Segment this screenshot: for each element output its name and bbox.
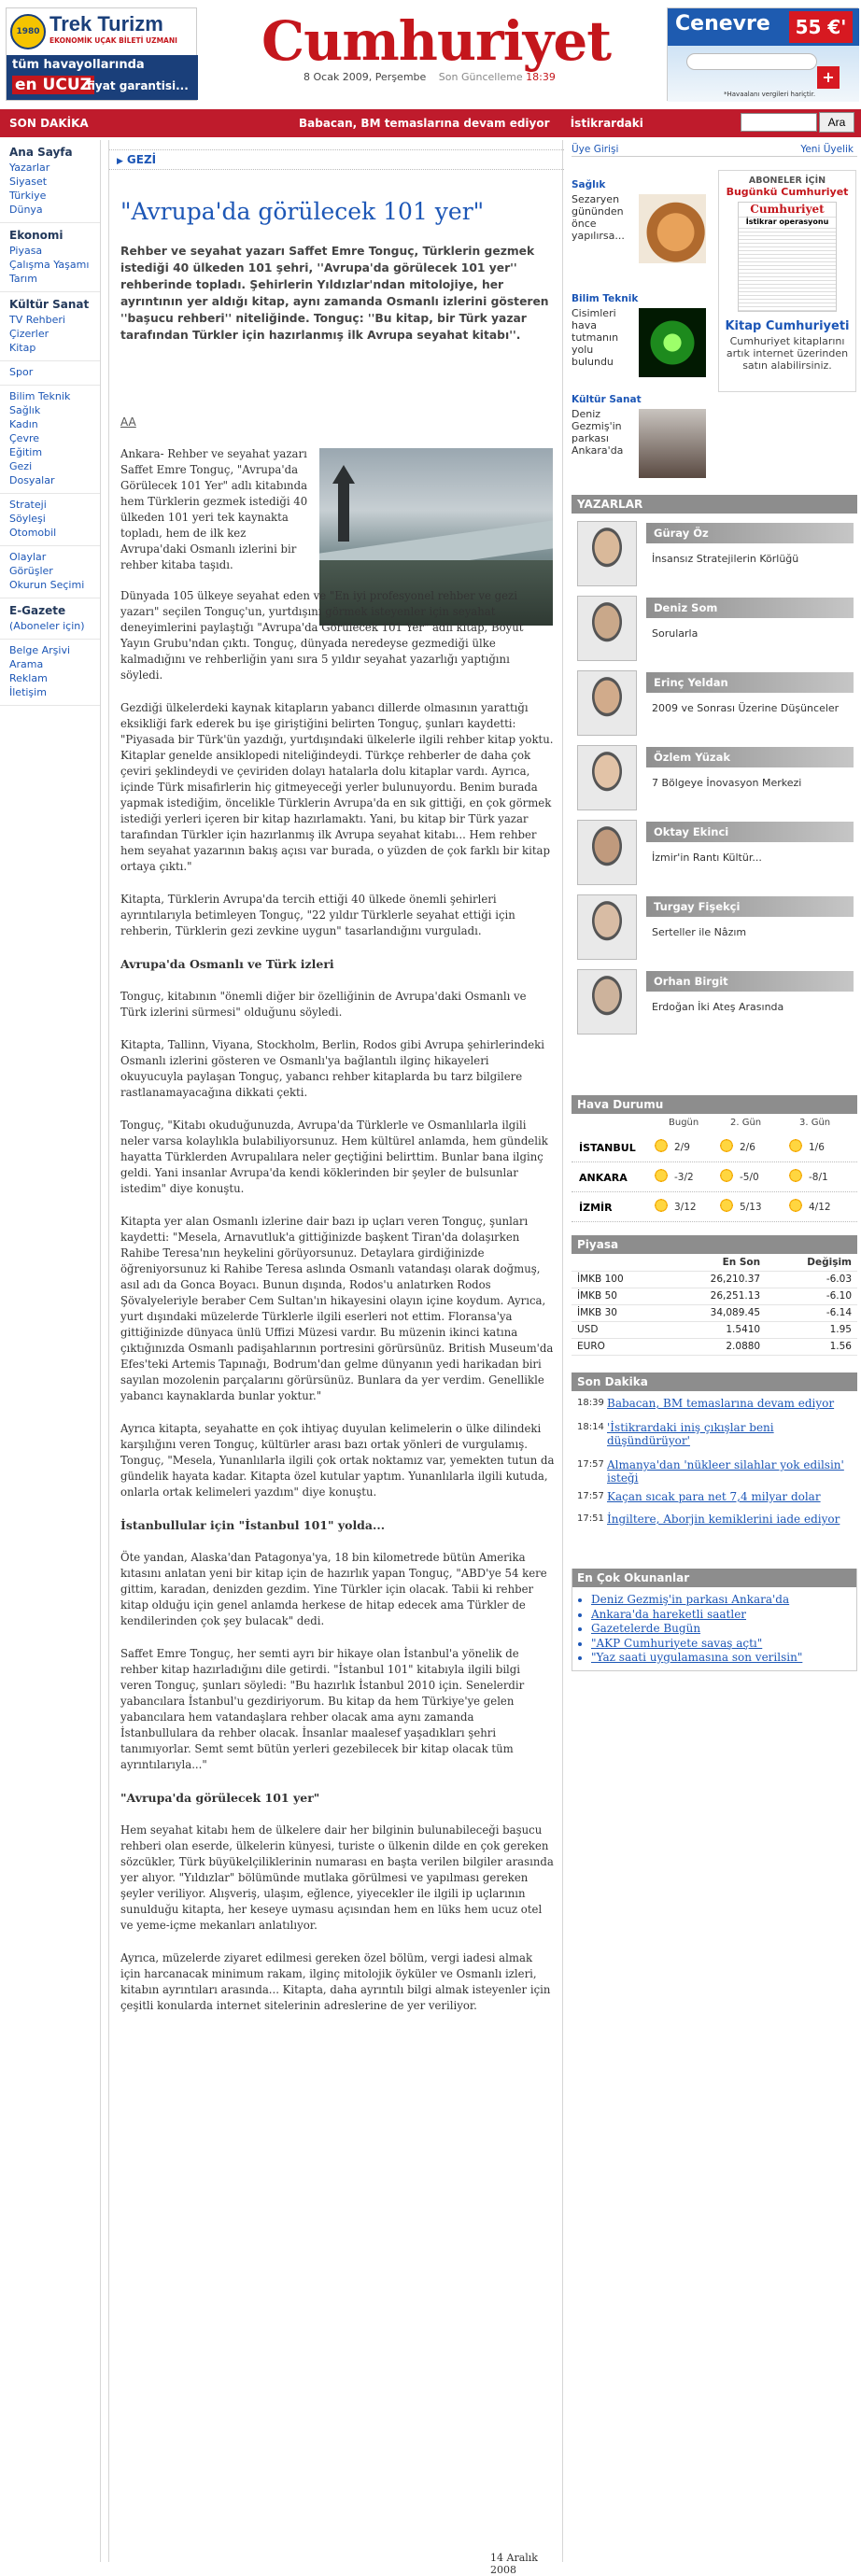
nav-link[interactable]: Otomobil [9, 527, 57, 539]
e-paper-box[interactable] [718, 170, 856, 392]
login-link[interactable]: Üye Girişi [572, 144, 619, 155]
nav-link[interactable]: Belge Arşivi [9, 644, 71, 656]
columnist-name[interactable]: Turgay Fişekçi [646, 896, 854, 917]
sun-cloud-icon [719, 1168, 734, 1183]
current-date: 8 Ocak 2009, Perşembe [303, 71, 427, 83]
ad-note: *Havaalanı vergileri hariçtir. [724, 91, 816, 98]
breaking-time: 18:14 [577, 1422, 604, 1432]
nav-link[interactable]: Sağlık [9, 404, 41, 416]
most-read-box [572, 1569, 857, 1671]
article-paragraph: Kitapta, Tallinn, Viyana, Stockholm, Berlin, Rodos gibi Avrupa şehirlerindeki Osmanlı izlerini gösteren ve Osmanlı'ya bağlantılı ilginç hikayeleri okuyucuyla paylaşan Tonguç, yabancı rehber kitaplarda bu tarz bilgilere rastlanamayacağına dikkati çekti. [120, 1038, 545, 1099]
newspaper-thumbnail[interactable]: Cumhuriyet İstikrar operasyonu [738, 202, 837, 312]
columnist-item[interactable] [572, 592, 857, 667]
mini-news-text[interactable]: Deniz Gezmiş'in parkası Ankara'da [572, 408, 624, 457]
nav-link[interactable]: Dosyalar [9, 474, 55, 486]
columnist-photo[interactable] [577, 670, 637, 736]
nav-link[interactable]: TV Rehberi [9, 314, 65, 326]
weather-city: ANKARA [579, 1172, 628, 1184]
ad-right-brand: Cenevre [675, 12, 770, 35]
nav-link[interactable]: Gezi [9, 460, 33, 472]
nav-section [0, 494, 100, 546]
search-input[interactable] [741, 113, 817, 132]
nav-section-title[interactable]: Ana Sayfa [9, 146, 73, 159]
col-change: Değişim [766, 1254, 857, 1271]
nav-link[interactable]: Tarım [9, 273, 37, 285]
columnist-item[interactable] [572, 741, 857, 816]
market-widget [572, 1235, 857, 1357]
nav-section [0, 361, 100, 386]
breaking-link[interactable]: 'İstikrardaki iniş çıkışlar beni düşündürüyor' [607, 1421, 774, 1447]
article-subheading: "Avrupa'da görülecek 101 yer" [120, 1791, 320, 1805]
article-paragraph: Ayrıca kitapta, seyahatte en çok ihtiyaç duyulan kelimelerin o ülke dilindeki karşılığını veren Tonguç, kültürler arası bazı ortak yönleri de vurgulamış. Tonguç, "Mesela, Yunanlılarla ilgili çok ortak noktamız var, yemekten tutun da gündelik hayata kadar. Kitapta özel kutular yaptım. Yunanlılarla ilgili kutuda, onlarla ortak kelimeleri yazdım" diye konuştu. [120, 1422, 555, 1499]
columnist-article[interactable]: İnsansız Stratejilerin Körlüğü [652, 553, 799, 565]
sun-cloud-icon [788, 1198, 803, 1213]
date-line [303, 71, 556, 83]
market-change: -6.14 [766, 1304, 857, 1321]
nav-section [0, 292, 100, 361]
sun-cloud-icon [654, 1138, 669, 1153]
e-paper-today-link[interactable]: Bugünkü Cumhuriyet [726, 186, 849, 198]
article-paragraph: Öte yandan, Alaska'dan Patagonya'ya, 18 bin kilometrede bütün Amerika kıtasını anlatan yeni bir kitap için de hazırlık yapan Tonguç, "ABD'ye 54 kere gittim, karadan, denizden gezdim. Yine Türkler için olacak. Tabii ki rehber kitap olduğu için genel anlamda herkese de hitap edecek ama Türkler de kendilerinden çok şey bulacak" dedi. [120, 1551, 547, 1627]
nav-link[interactable]: Söyleşi [9, 513, 46, 525]
mini-news-title[interactable]: Kültür Sanat [572, 394, 642, 405]
market-row [572, 1288, 857, 1304]
most-read-link[interactable]: • Ankara'da hareketli saatler [591, 1608, 802, 1623]
breaking-time: 18:39 [577, 1398, 604, 1408]
most-read-link[interactable]: • "AKP Cumhuriyete savaş açtı" [591, 1637, 802, 1652]
piyasa-header: Piyasa [572, 1235, 857, 1254]
weather-temp: 1/6 [809, 1142, 825, 1153]
columnist-photo[interactable] [577, 745, 637, 810]
weather-widget: Bugün 2. Gün 3. Gün İSTANBUL 2/9 2/6 1/6 ANKARA -3/2 -5/0 -8/1 İZMİR 3/12 5/13 4/12 [572, 1095, 857, 1226]
article-subheading: Avrupa'da Osmanlı ve Türk izleri [120, 957, 334, 971]
article-paragraph: Ankara- Rehber ve seyahat yazarı Saffet Emre Tonguç, "Avrupa'da Görülecek 101 Yer" adlı kitabında hem Türklerin gezmek istediği 40 ülkeden 101 yeri tek kaynakta topladı, hem de ilk kez Avrupa'daki Osmanlı izlerini bir rehber kitaba taşıdı. [120, 447, 308, 571]
mini-news-saglik[interactable] [572, 179, 708, 254]
last-updated: Son Güncelleme 18:39 [438, 71, 556, 83]
weather-temp: 2/9 [674, 1142, 690, 1153]
main-content [108, 140, 563, 2576]
nav-section [0, 640, 100, 706]
breaking-time: 17:57 [577, 1491, 604, 1501]
news-ticker[interactable] [299, 117, 660, 130]
article-paragraph: Kitapta yer alan Osmanlı izlerine dair bazı ip uçları veren Tonguç, şunları kaydetti: "Mesela, Arnavutluk'a gittiğinizde başkent Tiran'da dolaşırken Rahibe Teresa'nın heykelini görüyorsunuz. Detaylara girdiğinizde öğreniyorsunuz ki Rahibe Teresa aslında Osmanlı vatandaşı olarak doğmuş, asıl adı da Gonca Boyacı. Bunun dışında, Rodos'u anlatırken Rodos Şövalyeleriyle beraber Cem Sultan'ın hikayesini olayın içine koydum. Ayrıca, yurt dışındaki müzelerde Türklerle ilgili eserleri not ettim. Floransa'ya gittiğinizde dünyaca ünlü Uffizi Müzesi vardır. Bu müzenin ikinci katına çıktığınızda Osmanlı padişahlarının portresini görürsünüz. British Museum'da Efes'teki Artemis Tapınağı, Bodrum'dan gelme dünyanın yedi harikadan biri sayılan mozolenin parçalarını görürsünüz. Bunlara da yer verdim. Genellikle yabancı kaynaklarda bunlar yoktur." [120, 1215, 554, 1402]
columnist-item[interactable] [572, 667, 857, 741]
columnist-name[interactable]: Güray Öz [646, 523, 854, 543]
nav-section [0, 140, 100, 223]
mini-news-text[interactable]: Sezaryen gününden önce yapılırsa... [572, 193, 625, 242]
weather-temp: -3/2 [674, 1172, 694, 1183]
masthead [0, 0, 861, 109]
columnist-item[interactable] [572, 517, 857, 592]
columnist-article[interactable]: 7 Bölgeye İnovasyon Merkezi [652, 777, 802, 789]
market-value: 26,251.13 [666, 1288, 766, 1304]
columnist-photo[interactable] [577, 521, 637, 586]
weather-temp: 4/12 [809, 1202, 831, 1213]
nav-link[interactable]: Olaylar Görüşler [9, 551, 53, 577]
weather-row [572, 1133, 857, 1162]
right-column [572, 140, 857, 2562]
plane-graphic [686, 53, 817, 70]
columnist-photo[interactable] [577, 596, 637, 661]
weather-temp: -8/1 [809, 1172, 828, 1183]
left-nav [0, 140, 101, 2562]
breaking-link[interactable]: Almanya'dan 'nükleer silahlar yok edilsin' isteği [607, 1458, 844, 1485]
ad-sub: EKONOMİK UÇAK BİLETİ UZMANI [49, 36, 177, 45]
mini-news-image[interactable] [639, 409, 706, 478]
mini-news-kultur[interactable] [572, 394, 708, 469]
sun-cloud-icon [719, 1138, 734, 1153]
nav-section [0, 386, 100, 494]
columnist-name[interactable]: Özlem Yüzak [646, 747, 854, 767]
weather-city: İZMİR [579, 1202, 613, 1214]
ad-line1: tüm havayollarında [12, 58, 145, 72]
section-label[interactable]: GEZİ [126, 153, 157, 166]
market-value: 2.0880 [666, 1338, 766, 1355]
columnist-article[interactable]: Erdoğan İki Ateş Arasında [652, 1001, 784, 1013]
weather-city: İSTANBUL [579, 1142, 636, 1154]
nav-link[interactable]: Spor [9, 366, 34, 378]
breaking-link[interactable]: İngiltere, Aborjin kemiklerini iade ediyor [607, 1513, 840, 1526]
nav-link[interactable]: Strateji [9, 499, 47, 511]
columnist-name[interactable]: Deniz Som [646, 598, 854, 618]
nav-section-title[interactable]: Ekonomi [9, 229, 64, 242]
columnist-photo[interactable] [577, 969, 637, 1035]
sondakika-header: Son Dakika [572, 1372, 857, 1391]
mini-news-title[interactable]: Bilim Teknik [572, 293, 639, 304]
weather-row [572, 1162, 857, 1192]
nav-section [0, 223, 100, 292]
nav-link[interactable]: (Aboneler için) [9, 620, 85, 632]
most-read-link[interactable]: • Gazetelerde Bugün [591, 1622, 802, 1637]
market-row [572, 1304, 857, 1321]
market-name: İMKB 100 [572, 1271, 666, 1288]
search-button[interactable]: Ara [819, 112, 854, 133]
market-row [572, 1321, 857, 1338]
nav-link[interactable]: Dünya [9, 204, 43, 216]
nav-section [0, 598, 100, 640]
market-change: 1.95 [766, 1321, 857, 1338]
market-value: 26,210.37 [666, 1271, 766, 1288]
breaking-time: 17:51 [577, 1513, 604, 1524]
nav-link[interactable]: Okurun Seçimi [9, 579, 85, 591]
nav-link[interactable]: Eğitim [9, 446, 43, 458]
market-value: 1.5410 [666, 1321, 766, 1338]
breaking-link[interactable]: Babacan, BM temaslarına devam ediyor [607, 1397, 835, 1410]
article-paragraph: Gezdiği ülkelerdeki kaynak kitapların yabancı dillerde olmasının yarattığı eksikliği fark ederek bu işe giriştiğini belirten Tonguç, şunları kaydetti: "Piyasada bir Türk'ün yazdığı, yurtdışındaki ülkelerle ilgili rehber kitap yoktu. Kitaplar genelde ansiklopedi niteliğindeydi. Türkçe rehberler de daha çok çeviri şeklindeydi ve çeviriden dolayı hatalarla dolu kitaplar vardı. Ayrıca, içinde Türk misafirlerin hiç gitmeyeceği yerler bulunuyordu. Benim burada yapmak istediğim, öncelikle Türklerin Avrupa'da en sık gittiği, en çok görmek istediği yerleri içeren bir kitap hazırlamaktı. Yani, bu kitap bir Türk yazar tarafından Türkler için hazırlanmış ilk Avrupa seyahat kitabı... Hem rehber hem seyahat yazarının bakış açısı var burada, o yüzden de çok farklı bir kitap ortaya çıktı." [120, 701, 554, 873]
swiss-cross-icon: + [817, 66, 840, 89]
sun-cloud-icon [654, 1198, 669, 1213]
section-breadcrumb [109, 149, 564, 170]
mini-news-image[interactable] [639, 308, 706, 377]
market-row [572, 1271, 857, 1288]
sun-cloud-icon [719, 1198, 734, 1213]
nav-link[interactable]: Türkiye [9, 190, 47, 202]
market-row [572, 1338, 857, 1355]
article-date: 14 Aralık 2008 [490, 2552, 538, 2576]
weather-row [572, 1192, 857, 1222]
article-lead: Rehber ve seyahat yazarı Saffet Emre Tonguç, Türklerin gezmek istediği 40 ülkeden 101 şehri, ''Avrupa'da görülecek 101 yer'' rehberinde topladı. Şehirlerin Yıldızlar'ndan mitolojiye, her ayrıntının yer aldığı kitap, aynı zamanda Osmanlı izlerini gösteren ''başucu rehberi'' niteliğinde. Tonguç: ''Bu kitap, bir Türk yazar tarafından Türkler için hazırlanmış ilk Avrupa seyahat kitabı''. [120, 245, 549, 342]
nav-link[interactable]: Bilim Teknik [9, 390, 71, 402]
ad-line2b: fiyat garantisi... [87, 79, 189, 92]
weather-temp: 3/12 [674, 1202, 697, 1213]
columnist-name[interactable]: Orhan Birgit [646, 971, 854, 992]
columnist-article[interactable]: 2009 ve Sonrası Üzerine Düşünceler [652, 702, 840, 714]
market-name: İMKB 30 [572, 1304, 666, 1321]
nav-link[interactable]: Çalışma Yaşamı [9, 259, 90, 271]
weather-temp: -5/0 [740, 1172, 759, 1183]
most-read-link[interactable]: • "Yaz saati uygulamasına son verilsin" [591, 1651, 802, 1666]
col-latest: En Son [666, 1254, 766, 1271]
nav-link[interactable]: İletişim [9, 686, 47, 698]
ticker-item[interactable]: İstikrardaki [570, 117, 643, 130]
market-name: USD [572, 1321, 666, 1338]
columnist-item[interactable] [572, 965, 857, 1040]
nav-link[interactable]: Reklam [9, 672, 48, 684]
nav-link[interactable]: Arama [9, 658, 44, 670]
kitap-cumhuriyeti-link[interactable]: Kitap Cumhuriyeti [725, 319, 850, 333]
breaking-time: 17:57 [577, 1459, 604, 1470]
columnist-name[interactable]: Erinç Yeldan [646, 672, 854, 693]
article-paragraph: Kitapta, Türklerin Avrupa'da tercih ettiği 40 ülkede önemli şehirleri ayrıntılarıyla betimleyen Tonguç, "22 yıldır Türklerle seyahat ettiği için rehberin, Türklerin gezi zevkine uygun" tasarlandığını vurguladı. [120, 893, 515, 937]
columnist-photo[interactable] [577, 894, 637, 960]
columnist-article[interactable]: Sorularla [652, 627, 699, 640]
nav-link[interactable]: Çevre [9, 432, 40, 444]
article-body [120, 446, 555, 2031]
nav-link[interactable]: Siyaset [9, 176, 48, 188]
weather-temp: 2/6 [740, 1142, 755, 1153]
nav-link[interactable]: Kitap [9, 342, 36, 354]
columnist-item[interactable] [572, 891, 857, 965]
e-paper-subscribers: ABONELER İÇİN [748, 176, 826, 186]
member-bar [572, 144, 857, 157]
article-paragraph: Tonguç, kitabının "önemli diğer bir özelliğinin de Avrupa'daki Osmanlı ve Türk izlerini sürmesi" olduğunu söyledi. [120, 990, 527, 1019]
ad-price: 55 €' [789, 11, 853, 43]
arrow-right-icon: ▶ [117, 157, 123, 166]
kitap-cumhuriyeti-text: Cumhuriyet kitaplarını artık internet üzerinden satın alabilirsiniz. [726, 335, 849, 372]
ad-line2a: en UCUZ [12, 76, 94, 94]
market-change: -6.10 [766, 1288, 857, 1304]
article-subheading: İstanbullular için "İstanbul 101" yolda... [120, 1518, 386, 1532]
hava-header: Hava Durumu [572, 1095, 857, 1114]
article-title: "Avrupa'da görülecek 101 yer" [120, 198, 485, 225]
article-paragraph: Tonguç, "Kitabı okuduğunuzda, Avrupa'da Türklerle ve Osmanlılarla ilgili neler varsa kolaylıkla bulabiliyorsunuz. Hem kültürel anlamda, hem gündelik hayatta Türklerden Avrupalılara neler geçtiğini belirttim. Bunlar bana ilginç geldi. Yani insanlar Avrupa'da kendi köklerinden bir şeyler de bulsunlar istedim" diye konuştu. [120, 1119, 548, 1195]
nav-link[interactable]: Kadın [9, 418, 38, 430]
cok-okunanlar-header: En Çok Okunanlar [572, 1569, 857, 1587]
article-paragraph: Saffet Emre Tonguç, her semti ayrı bir hikaye olan İstanbul'a yönelik de rehber kitap hazırladığını dile getirdi. "İstanbul 101" kitabıyla ilgili bilgi veren Tonguç, şunları söyledi: "Bu hazırlık İstanbul 2010 için. Senelerdir yabancılara İstanbul'u gezdiriyorum. Bu kitap da hem Türkiye'ye gelen yabancılara hem vatandaşlara rehber olacak ama aynı zamanda İstanbullulara da rehber olacak. İnsanlar maalesef yaşadıkları şehri tanımıyorlar. Semt semt bütün yerleri gezebilecek bir kitap olacak tüm ayrıntılarıyla..." [120, 1647, 525, 1771]
mini-news-image[interactable] [639, 194, 706, 263]
market-name: İMKB 50 [572, 1288, 666, 1304]
cumhuriyet-logo[interactable]: Cumhuriyet [261, 9, 612, 73]
nav-section-title[interactable]: E-Gazete [9, 604, 66, 617]
sun-cloud-icon [654, 1168, 669, 1183]
most-read-link[interactable]: • Deniz Gezmiş'in parkası Ankara'da [591, 1593, 802, 1608]
columnist-article[interactable]: İzmir'in Rantı Kültür... [652, 852, 762, 864]
trek-turizm-ad[interactable] [6, 7, 197, 101]
market-change: 1.56 [766, 1338, 857, 1355]
ad-brand: Trek Turizm [49, 12, 163, 35]
swiss-cenevre-ad[interactable] [667, 7, 858, 101]
nav-section-title[interactable]: Kültür Sanat [9, 298, 90, 311]
market-table [572, 1254, 857, 1356]
agency-credit: AA [120, 415, 136, 429]
mini-news-bilim[interactable] [572, 293, 708, 368]
breaking-news-bar [0, 109, 861, 137]
sun-cloud-icon [788, 1168, 803, 1183]
breaking-link[interactable]: Kaçan sıcak para net 7,4 milyar dolar [607, 1490, 821, 1503]
mini-news-text[interactable]: Cisimleri hava tutmanın yolu bulundu [572, 307, 619, 368]
market-change: -6.03 [766, 1271, 857, 1288]
weather-temp: 5/13 [740, 1202, 762, 1213]
nav-link[interactable]: Çizerler [9, 328, 49, 340]
columnist-article[interactable]: Serteller ile Nâzım [652, 926, 747, 938]
since-badge: 1980 [10, 14, 46, 49]
breaking-label: SON DAKİKA [9, 117, 89, 130]
nav-link[interactable]: Piyasa [9, 245, 43, 257]
article-paragraph: Hem seyahat kitabı hem de ülkelere dair her bilginin bulunabileceği başucu rehberi olan eserde, ülkelerin künyesi, turiste o ülkenin dilde en çok gereken sözcükler, Türk büyükelçiliklerinin numarası en başta verilen bilgiler arasında yer alıyor. "Yıldızlar" bölümünde mutlaka görülmesi ve yapılması gereken şeyler veriliyor. Alışveriş, ulaşım, eğlence, yiyecekler ile ilgili ip uçlarının sunulduğu kitapta, her keseye uymasu açısından hem en lüks hem ucuz otel ve yeme-içme mekanları anlatılıyor. [120, 1823, 554, 1932]
article-paragraph: Ayrıca, müzelerde ziyaret edilmesi gereken özel bölüm, vergi iadesi almak için harcanacak minimum rakam, ilginç mitolojik öyküler ve Osmanlı izleri, kitabın ayrıntıları arasında... Kitapta, daha ayrıntılı bilgi almak isteyenler için çeşitli konularda internet sitelerinin adreslerine de yer veriliyor. [120, 1951, 551, 2012]
article-paragraph: Dünyada 105 ülkeye seyahat eden ve "En iyi profesyonel rehber ve gezi yazarı" seçilen Tonguç'un, yurtdışını görmek isteyenler için seyahat deneyimlerini paylaştığı "Avrupa'da Görülecek 101 Yer" adlı kitap, Boyut Yayın Grubu'ndan çıktı. Tonguç, dünyada neredeyse gezmediği ülke kalmadığını ve rehberliğin yanı sıra 5 yıldır seyahat yazarlığı yaptığını söyledi. [120, 589, 524, 682]
nav-link[interactable]: Yazarlar [9, 162, 50, 174]
ticker-item[interactable]: Babacan, BM temaslarına devam ediyor [299, 117, 550, 130]
yazarlar-header: YAZARLAR [572, 495, 857, 514]
columnist-name[interactable]: Oktay Ekinci [646, 822, 854, 842]
market-name: EURO [572, 1338, 666, 1355]
register-link[interactable]: Yeni Üyelik [800, 144, 854, 155]
nav-section [0, 546, 100, 598]
market-value: 34,089.45 [666, 1304, 766, 1321]
columnist-item[interactable] [572, 816, 857, 891]
sun-cloud-icon [788, 1138, 803, 1153]
columnist-photo[interactable] [577, 820, 637, 885]
mini-news-title[interactable]: Sağlık [572, 179, 606, 190]
